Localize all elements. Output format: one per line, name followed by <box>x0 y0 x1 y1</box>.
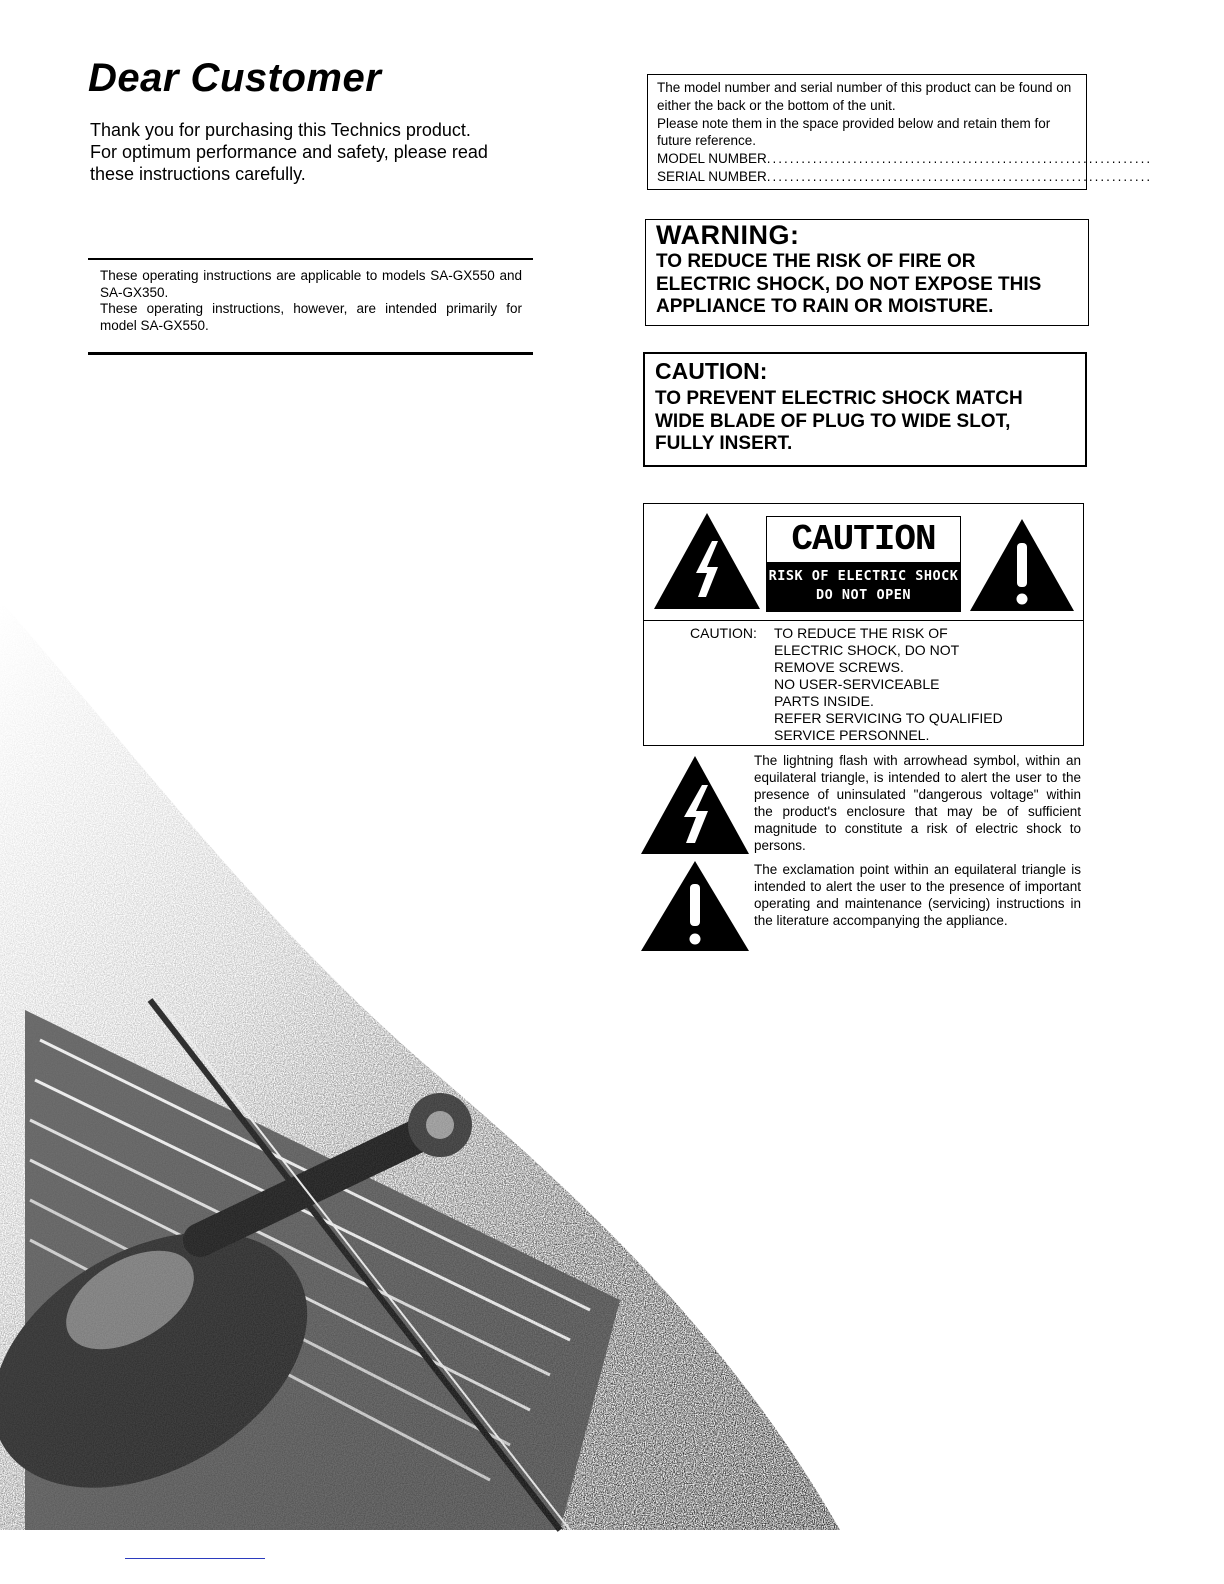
lightning-symbol-description: The lightning flash with arrowhead symbol, within an equilateral triangle, is intended to alert the user to the presence of uninsulated "dangerous voltage" within the product's enclosure that may be of sufficient magnitude to constitute a risk of electric shock to persons. <box>754 753 1081 853</box>
intro-line: Thank you for purchasing this Technics product. <box>90 120 471 140</box>
serial-box-text: Please note them in the space provided below and retain them for future reference. <box>657 115 1051 149</box>
caution-text: TO PREVENT ELECTRIC SHOCK MATCH WIDE BLADE OF PLUG TO WIDE SLOT, FULLY INSERT. <box>655 388 1023 454</box>
exclamation-symbol-description: The exclamation point within an equilateral triangle is intended to alert the user to the presence of important operating and maintenance (servicing) instructions in the literature accompanying the appliance. <box>754 862 1081 928</box>
serial-number-box <box>647 74 1153 190</box>
footer-line <box>125 1558 265 1559</box>
label-caution-text: TO REDUCE THE RISK OF ELECTRIC SHOCK, DO NOT REMOVE SCREWS. NO USER-SERVICEABLE PARTS INSIDE. REFER SERVICING TO QUALIFIED SERVICE PERSONNEL. <box>774 625 1003 743</box>
exclamation-symbol-icon <box>640 860 750 952</box>
warning-box <box>645 219 1089 326</box>
serial-number-line: SERIAL NUMBER ................................................................... <box>657 168 1153 184</box>
caution-label-divider <box>643 620 1084 621</box>
caution-label-title: CAUTION <box>791 519 936 560</box>
divider-top <box>88 258 533 260</box>
divider-bottom <box>88 352 533 355</box>
model-number-label: MODEL NUMBER <box>657 151 767 167</box>
intro-paragraph <box>90 119 550 185</box>
lightning-warning-triangle-icon <box>652 511 762 611</box>
intro-line: For optimum performance and safety, please read <box>90 142 488 162</box>
risk-of-shock-banner: RISK OF ELECTRIC SHOCK DO NOT OPEN <box>767 562 960 611</box>
label-caution-word: CAUTION: <box>690 625 757 641</box>
caution-heading: CAUTION: <box>655 358 768 384</box>
serial-number-label: SERIAL NUMBER <box>657 168 767 184</box>
model-number-line: MODEL NUMBER ................................................................... <box>657 151 1153 167</box>
serial-box-text: The model number and serial number of this product can be found on either the back or the bottom of the unit. <box>657 80 1072 113</box>
caution-box <box>643 352 1087 467</box>
warning-heading: WARNING: <box>656 220 800 250</box>
exclamation-warning-triangle-icon <box>968 517 1076 613</box>
intro-line: these instructions carefully. <box>90 164 306 184</box>
applicability-line: These operating instructions are applicable to models SA-GX550 and SA-GX350. <box>100 268 522 300</box>
warning-text: TO REDUCE THE RISK OF FIRE OR ELECTRIC SHOCK, DO NOT EXPOSE THIS APPLIANCE TO RAIN OR MOISTURE. <box>656 251 1042 317</box>
applicability-line: These operating instructions, however, are intended primarily for model SA-GX550. <box>100 301 522 333</box>
page-title: Dear Customer <box>88 56 382 100</box>
applicability-note <box>100 268 522 334</box>
lightning-symbol-icon <box>640 755 750 855</box>
caution-label-plate <box>766 516 961 612</box>
